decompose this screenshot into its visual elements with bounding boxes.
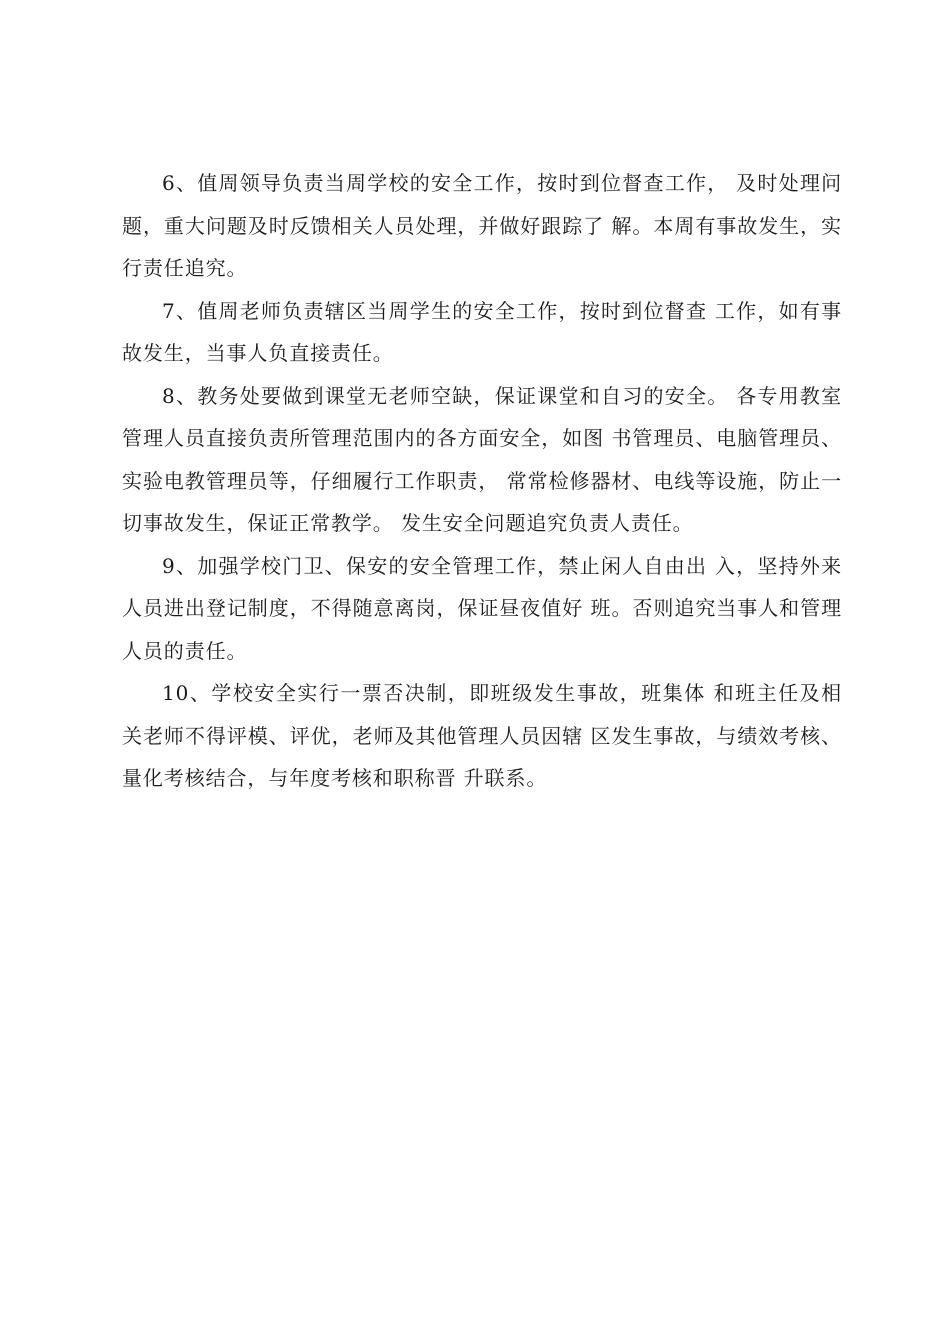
paragraph-item-6: 6、值周领导负责当周学校的安全工作，按时到位督查工作， 及时处理问题，重大问题及时反馈相关人员处理，并做好跟踪了 解。本周有事故发生，实行责任追究。 bbox=[122, 171, 842, 280]
document-body bbox=[122, 162, 842, 800]
paragraph-item-8: 8、教务处要做到课堂无老师空缺，保证课堂和自习的安全。 各专用教室管理人员直接负责所管理范围内的各方面安全，如图 书管理员、电脑管理员、实验电教管理员等，仔细履行工作职责， 常常检修器材、电线等设施，防止一切事故发生，保证正常教学。 发生安全问题追究负责人责任。 bbox=[122, 383, 842, 535]
paragraph-item-7: 7、值周老师负责辖区当周学生的安全工作，按时到位督查 工作，如有事故发生，当事人负直接责任。 bbox=[122, 298, 842, 365]
paragraph-item-10: 10、学校安全实行一票否决制，即班级发生事故，班集体 和班主任及相关老师不得评模、评优，老师及其他管理人员因辖 区发生事故，与绩效考核、量化考核结合，与年度考核和职称晋 升联系。 bbox=[122, 681, 842, 790]
paragraph-item-9: 9、加强学校门卫、保安的安全管理工作，禁止闲人自由出 入，坚持外来人员进出登记制度，不得随意离岗，保证昼夜值好 班。否则追究当事人和管理人员的责任。 bbox=[122, 553, 842, 663]
